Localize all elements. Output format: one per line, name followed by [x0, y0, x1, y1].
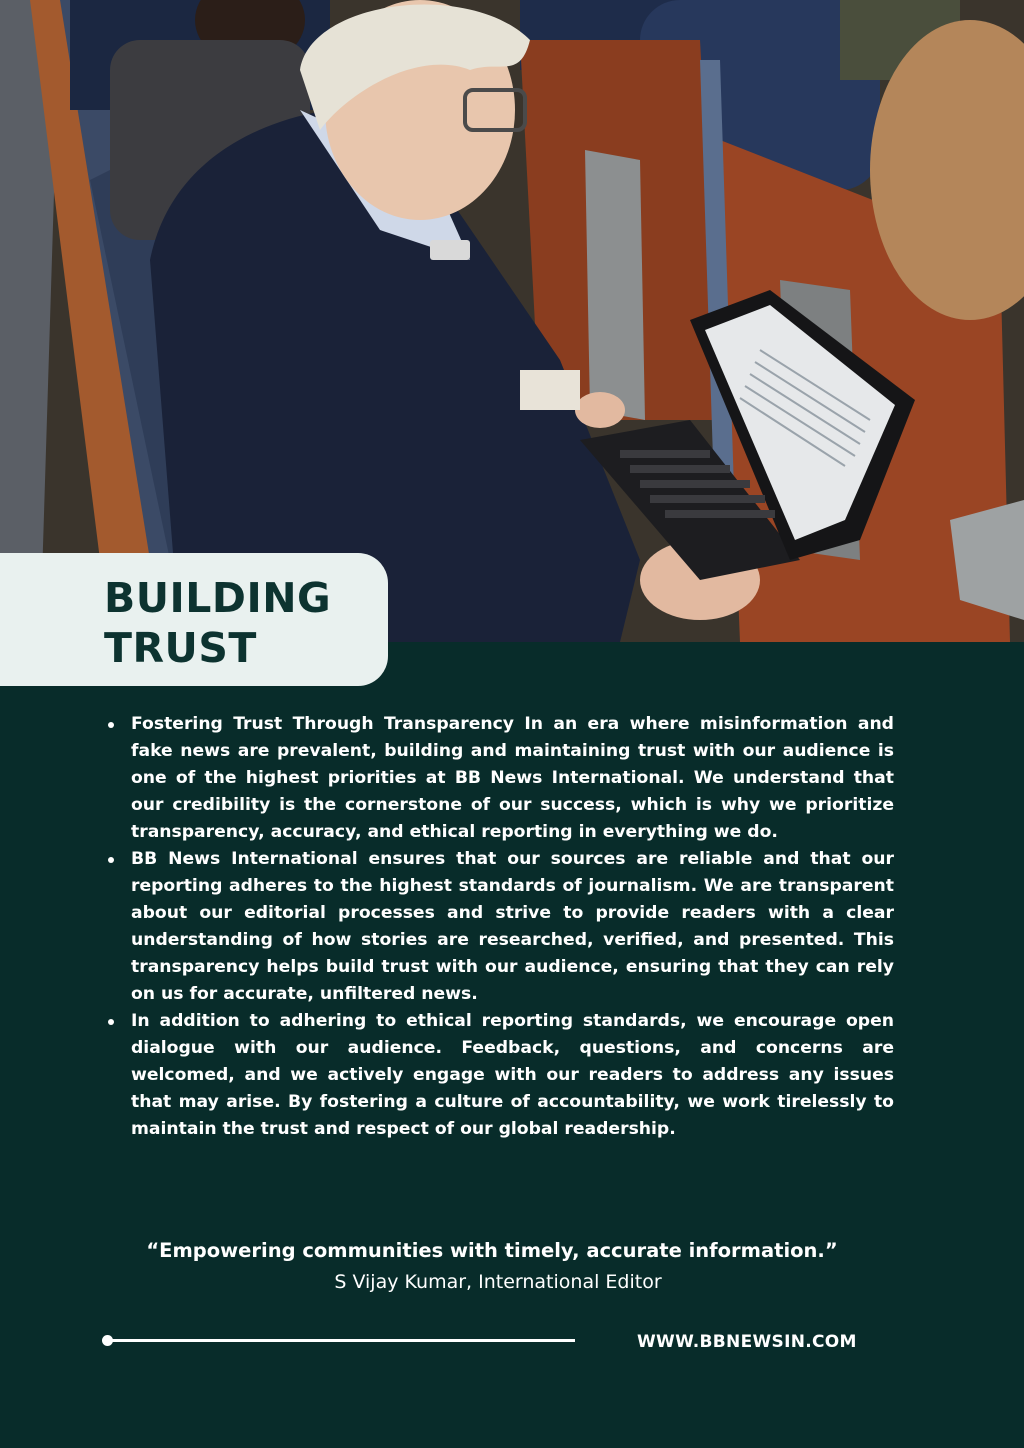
bullet-item: Fostering Trust Through Transparency In an era where misinformation and fake news are prevalent, building and maintaining trust with our audience is one of the highest priorities at BB News International. We understand that our credibility is the cornerstone of our success, which is why we prioritize transparency, accuracy, and ethical reporting in everything we do. [104, 711, 894, 846]
page-title [104, 573, 388, 673]
auditorium-illustration [0, 0, 1024, 642]
bullet-item: In addition to adhering to ethical reporting standards, we encourage open dialogue with our audience. Feedback, questions, and concerns are welcomed, and we actively engage with our readers to address any issues that may arise. By fostering a culture of accountability, we work tirelessly to maintain the trust and respect of our global readership. [104, 1008, 894, 1143]
title-line-1: BUILDING [104, 574, 332, 622]
quote-text: “Empowering communities with timely, accurate information.” [146, 1239, 838, 1262]
website-link[interactable]: WWW.BBNEWSIN.COM [637, 1332, 857, 1352]
title-line-2: TRUST [104, 624, 257, 672]
header-photo [0, 0, 1024, 642]
bullet-list [104, 711, 894, 1143]
title-tab [0, 553, 388, 686]
quote-attribution: S Vijay Kumar, International Editor [334, 1271, 662, 1293]
bullet-item: BB News International ensures that our sources are reliable and that our reporting adheres to the highest standards of journalism. We are transparent about our editorial processes and strive to provide readers with a clear understanding of how stories are researched, verified, and presented. This transparency helps build trust with our audience, ensuring that they can rely on us for accurate, unfiltered news. [104, 846, 894, 1008]
footer-divider [108, 1339, 575, 1342]
divider-dot-icon [102, 1335, 113, 1346]
